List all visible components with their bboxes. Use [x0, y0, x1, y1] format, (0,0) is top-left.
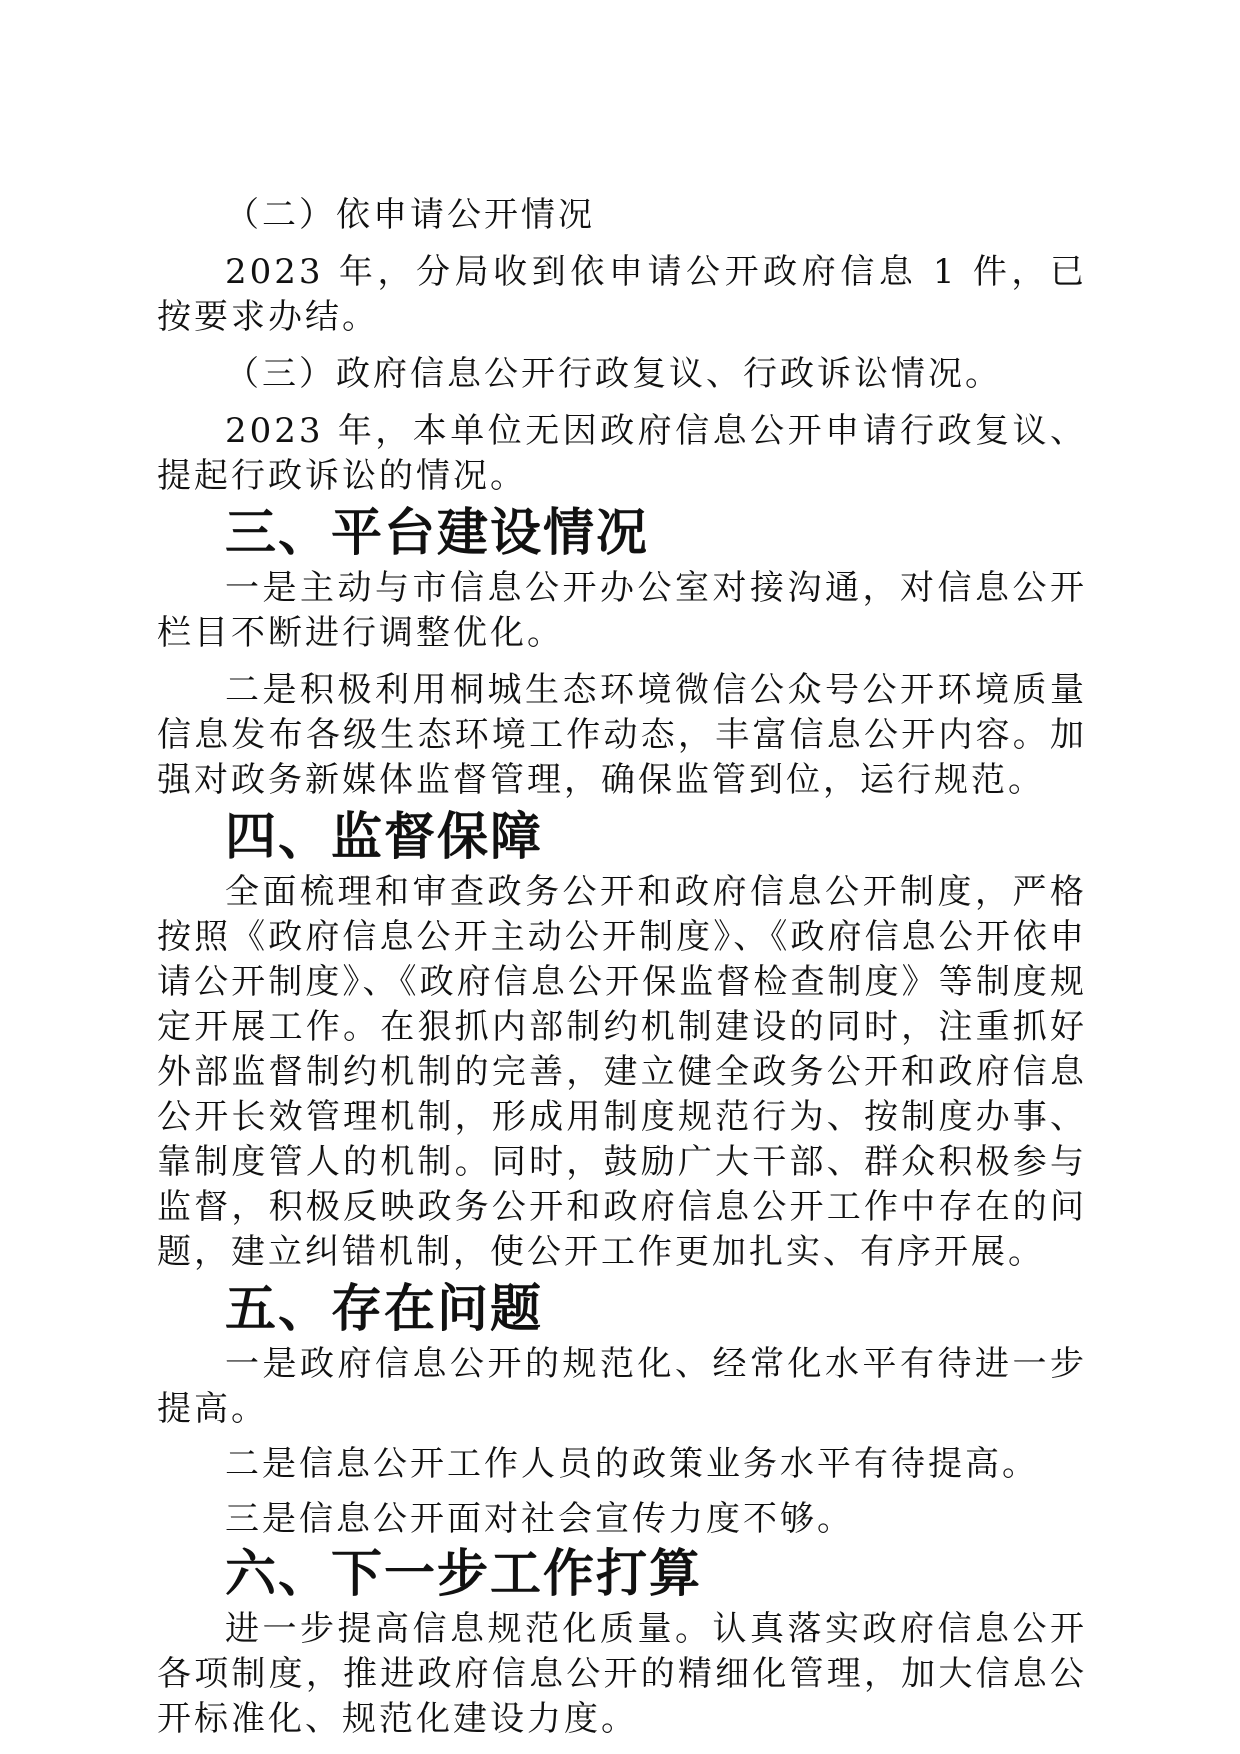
paragraph-platform-1: 一是主动与市信息公开办公室对接沟通，对信息公开栏目不断进行调整优化。	[157, 568, 1087, 653]
document-page	[157, 193, 1087, 1754]
problem-item-3: 三是信息公开面对社会宣传力度不够。	[225, 1499, 854, 1539]
paragraph-supervision: 全面梳理和审查政务公开和政府信息公开制度，严格按照《政府信息公开主动公开制度》、《政府信息公开依申请公开制度》、《政府信息公开保监督检查制度》等制度规定开展工作。在狠抓内部制约机制建设的同时，注重抓好外部监督制约机制的完善，建立健全政务公开和政府信息公开长效管理机制，形成用制度规范行为、按制度办事、靠制度管人的机制。同时，鼓励广大干部、群众积极参与监督，积极反映政务公开和政府信息公开工作中存在的问题，建立纠错机制，使公开工作更加扎实、有序开展。	[157, 872, 1087, 1272]
sub-heading-review-litigation: （三）政府信息公开行政复议、行政诉讼情况。	[225, 354, 1002, 394]
paragraph-application-disclosure: 2023 年，分局收到依申请公开政府信息 1 件，已按要求办结。	[157, 252, 1087, 337]
paragraph-platform-2: 二是积极利用桐城生态环境微信公众号公开环境质量信息发布各级生态环境工作动态，丰富信息公开内容。加强对政务新媒体监督管理，确保监管到位，运行规范。	[157, 670, 1087, 800]
section-heading-supervision: 四、监督保障	[225, 808, 544, 867]
section-heading-platform: 三、平台建设情况	[225, 504, 650, 563]
problem-item-1: 一是政府信息公开的规范化、经常化水平有待进一步提高。	[157, 1344, 1087, 1429]
sub-heading-application-disclosure: （二）依申请公开情况	[225, 195, 595, 235]
problem-item-2: 二是信息公开工作人员的政策业务水平有待提高。	[225, 1444, 1039, 1484]
section-heading-next-steps: 六、下一步工作打算	[225, 1545, 703, 1604]
section-heading-problems: 五、存在问题	[225, 1280, 544, 1339]
paragraph-next-steps: 进一步提高信息规范化质量。认真落实政府信息公开各项制度，推进政府信息公开的精细化管理，加大信息公开标准化、规范化建设力度。	[157, 1609, 1087, 1739]
paragraph-review-litigation: 2023 年，本单位无因政府信息公开申请行政复议、提起行政诉讼的情况。	[157, 411, 1087, 496]
